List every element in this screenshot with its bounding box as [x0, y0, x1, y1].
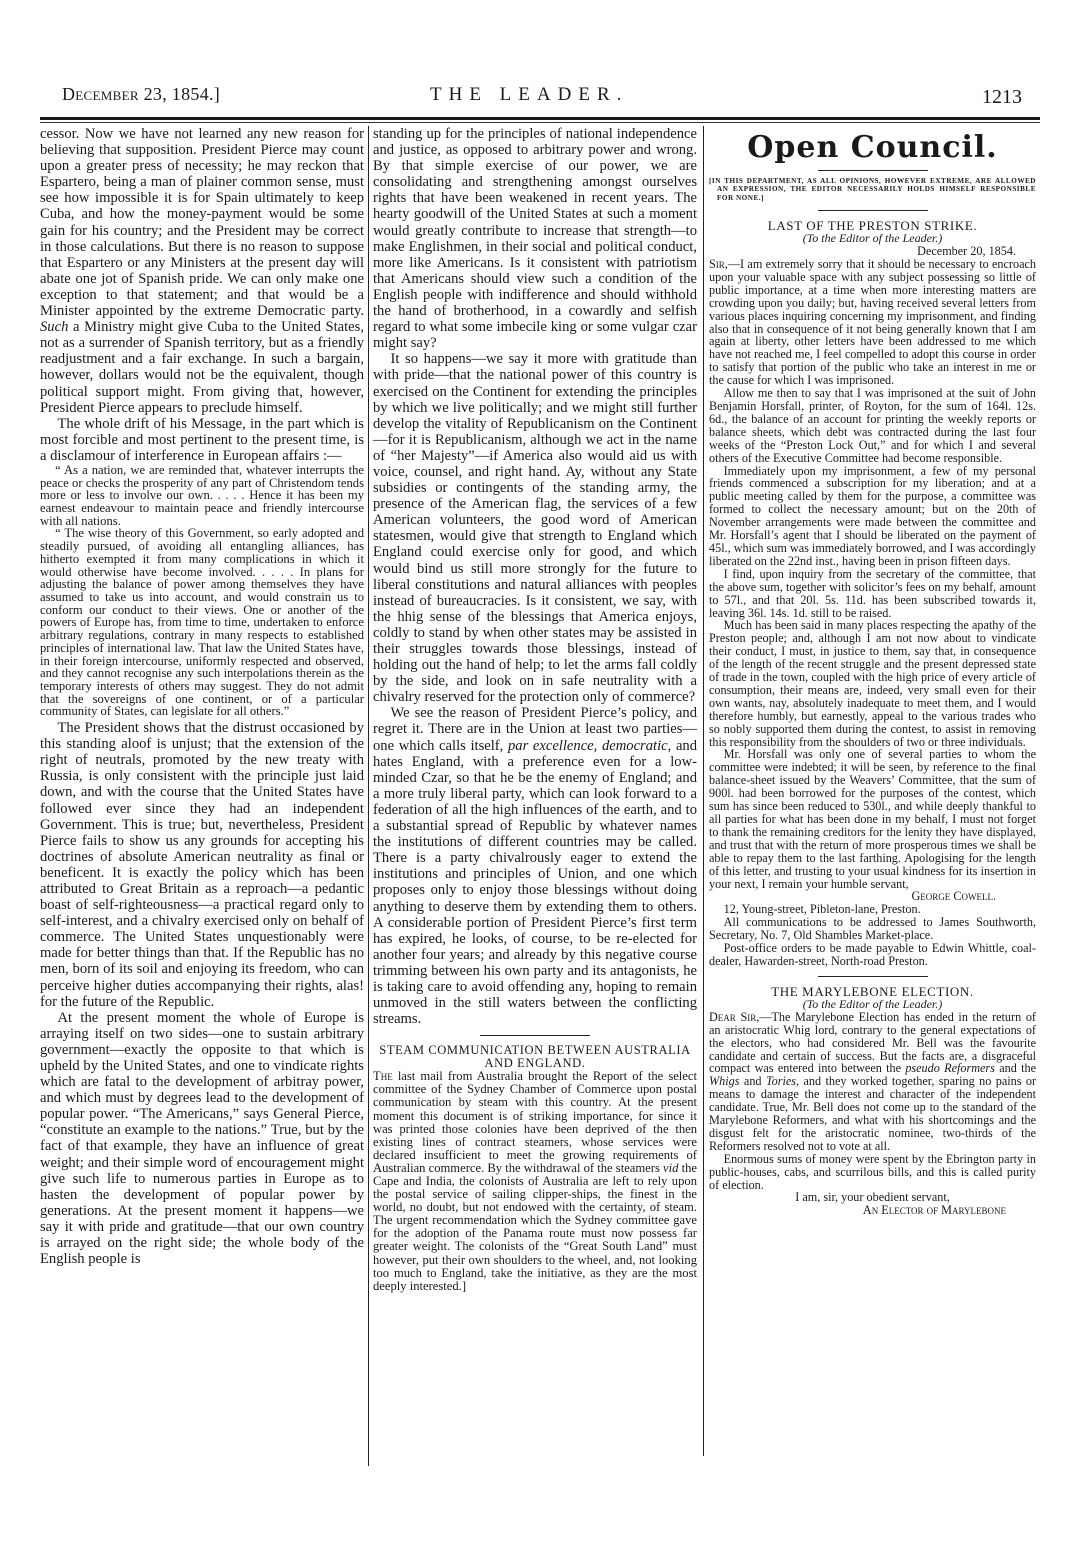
article-subheading: (To the Editor of the Leader.) — [802, 996, 943, 1011]
paragraph: The whole drift of his Message, in the part which is most forcible and most pertinent to the present time, is a disclamour of interference in European affairs :— — [40, 415, 364, 464]
paragraph: Enormous sums of money were spent by the Ebrington party in public-houses, cabs, and scurrilous bills, and this is called purity of election. — [709, 1151, 1036, 1192]
quote-paragraph: “ As a nation, we are reminded that, whatever interrupts the peace or checks the prosperity of any part of Christendom tends more or less to involve our own. . . . . Hence it has been my earnest endeavour to maintain peace and friendly intercourse with all nations. — [40, 462, 364, 528]
page-number: 1213 — [982, 86, 1022, 108]
section-title: Open Council. — [747, 130, 998, 165]
section-divider — [480, 1035, 590, 1036]
paragraph: Mr. Horsfall was only one of several parties to whom the committee were indebted; it will be seen, by reference to the final balance-sheet issued by the Weavers’ Committee, that the sum of 900l. had been borrowed for the purposes of the contest, which sum has since been reduced to 530l., and while deeply thankful to all parties for what has been done in my behalf, I must not forget to thank the remaining creditors for the lenity they have displayed, and trust that with the return of more prosperous times we shall be able to repay them to the last farthing. Apologising for the length of this letter, and trusting to your usual kindness for its insertion in your next, I remain your humble servant, — [709, 747, 1036, 891]
signature: George Cowell. — [911, 889, 996, 904]
issue-date: December 23, 1854.] — [62, 84, 221, 104]
editor-note: [IN THIS DEPARTMENT, AS ALL OPINIONS, HOWEVER EXTREME, ARE ALLOWED AN EXPRESSION, THE EDITOR NECESSARILY HOLDS HIMSELF RESPONSIBLE FOR NONE.] — [709, 177, 1036, 202]
article-heading: THE MARYLEBONE ELECTION. — [771, 983, 974, 999]
paragraph: We see the reason of President Pierce’s policy, and regret it. There are in the Union at least two parties—one which calls itself, par excellence, democratic, and hates England, with a preference even for a low-minded Czar, so that he be the enemy of England; and a more truly liberal party, which can look forward to a federation of all the high influences of the earth, and to a substantial spread of Republic by whatever names the institutions of different countries may be called. There is a party chivalrously eager to extend the institutions and principles of Union, and one which proposes only to enjoy those blessings without doing anything to deserve them by extending them to others. A considerable portion of President Pierce’s first term has expired, he looks, of course, to be re-elected for another four years; and already by this negative course trimming between his own party and its antagonists, he is taking care to avoid offending any, hoping to remain unmoved in the still waters between the conflicting streams. — [373, 705, 698, 1028]
section-divider — [818, 170, 928, 171]
closing-line: I am, sir, your obedient servant, — [795, 1190, 950, 1205]
paragraph: The last mail from Australia brought the Report of the select committee of the Sydney Chamber of Commerce upon postal communication by steam with this country. At the present moment this document is of striking importance, for since it was printed those colonies have been deprived of the then existing lines of contract steamers, whose services were declared insufficient to meet the growing requirements of Australian commerce. By the withdrawal of the steamers vid the Cape and India, the colonists of Australia are left to rely upon the postal service of sailing clipper-ships, the finest in the world, no doubt, but not endowed with the certainty, of steam. The urgent recommendation which the Sydney committee gave for the adoption of the Panama route must now possess far greater weight. The colonists of the “Great South Land” must however, put their own shoulders to the wheel, and, not looking too much to England, take the initiative, as they are the most deeply interested.] — [373, 1069, 697, 1293]
letter-date: December 20, 1854. — [917, 244, 1016, 259]
article-heading: STEAM COMMUNICATION BETWEEN AUSTRALIA AND ENGLAND. — [379, 1043, 691, 1071]
paragraph: cessor. Now we have not learned any new reason for believing that supposition. President Pierce may count upon a greater press of necessity; he may reckon that Espartero, being a man of plainer common sense, must see how impossible it is for Spain ultimately to keep Cuba, and how the money-payment would be some gain for his country; and the President may be correct in those calculations. But there is no reason to suppose that Espartero or any Ministers at the present day will abate one jot of Spanish pride. We can only make one exception to that statement; and that would be a Minister appointed by the extreme Democratic party. Such a Ministry might give Cuba to the United States, not as a surrender of Spanish territory, but as a friendly readjustment and a fair exchange. In such a bargain, however, dollars would not be the equivalent, though political support might. From giving that, however, President Pierce appears to preclude himself. — [40, 126, 364, 416]
paragraph: Post-office orders to be made payable to Edwin Whittle, coal-dealer, Hawarden-street, North-road Preston. — [709, 941, 1036, 968]
column-divider — [368, 126, 369, 1466]
paragraph: Allow me then to say that I was imprisoned at the suit of John Benjamin Horsfall, printer, of Royton, for the sum of 164l. 12s. 6d., the balance of an account for printing the weekly reports or balance sheets, which debt was contracted during the last four weeks of the “Preston Lock Out,” and for which I and several others of the Executive Committee had become responsible. — [709, 386, 1036, 465]
paragraph: I find, upon inquiry from the secretary of the committee, that the above sum, together with solicitor’s fees on my behalf, amount to 57l., and that 20l. 5s. 11d. has been subscribed towards it, leaving 36l. 14s. 1d. still to be raised. — [709, 566, 1036, 620]
block-quote — [40, 464, 364, 718]
section-divider — [818, 976, 928, 977]
masthead-rule — [40, 117, 1040, 120]
column-3 — [709, 126, 1036, 1217]
column-divider — [703, 126, 704, 1456]
paragraph: Immediately upon my imprisonment, a few of my personal friends commenced a subscription for my liberation; and at a public meeting called by them for the purpose, a committee was formed to collect the necessary amount; but on the 20th of November arrangements were made between the committee and Mr. Horsfall’s agent that I should be liberated on the payment of 45l., which sum was immediately borrowed, and I was accordingly liberated on the 22nd inst., having been in prison fifteen days. — [709, 463, 1036, 568]
newspaper-title: THE LEADER. — [430, 84, 629, 105]
article-heading: LAST OF THE PRESTON STRIKE. — [767, 218, 978, 234]
paragraph: Sir,—I am extremely sorry that it should be necessary to encroach upon your valuable space with any subject possessing so little of public importance, at a time when more interesting matters are crowding upon you daily; but, having received several letters from various places inquiring concerning my imprisonment, and finding also that in consequence of it not being generally known that I am again at liberty, other letters have been addressed to me which have not reached me, I feel compelled to adopt this course in order to satisfy that portion of the public who take an interest in me or the cause for which I was imprisoned. — [709, 257, 1036, 388]
article-subheading: (To the Editor of the Leader.) — [802, 231, 943, 246]
paragraph: standing up for the principles of national independence and justice, as opposed to arbitrary power and wrong. By that simple exercise of our power, we are consolidating and strengthening amongst ourselves rights that have been weakened in recent years. The hearty goodwill of the United States at such a moment would greatly contribute to increase that strength—to make Englishmen, in their social and political conduct, more like Americans. Is it consistent with patriotism that Americans should view such a condition of the English people with indifference and should withhold the hand of brotherhood, in a cowardly and selfish regard to what some imbecile king or some vulgar czar might say? — [373, 126, 697, 352]
paragraph: At the present moment the whole of Europe is arraying itself on two sides—one to sustain arbitrary government—exactly the opposite to that which is upheld by the United States, and one to vindicate rights which are fatal to the development of arbitray power, and which must by degrees lead to the development of popular power. “The Americans,” says General Pierce, “constitute an example to the nations.” True, but by the fact of that example, they have an influence of great weight; and their simple word of encouragement might give such life to numerous parties in Europe as to hasten the development of popular power by generations. At the present moment it happens—we say it with pride and gratitude—that our own country is arrayed on the right side; the whole body of the English people is — [40, 1009, 364, 1268]
quote-paragraph: “ The wise theory of this Government, so early adopted and steadily pursued, of avoiding all entangling alliances, has hitherto exempted it from many complications in which it would otherwise have become involved. . . . . In plans for adjusting the balance of power among themselves they have assumed to take us into account, and would constrain us to conform our conduct to their views. One or another of the powers of Europe has, from time to time, undertaken to enforce arbitrary regulations, contrary in many respects to established principles of international law. That law the United States have, in their foreign intercourse, uniformly respected and observed, and they cannot recognise any such interpolations therein as the temporary interests of others may suggest. They do not admit that the sovereigns of one continent, or of a particular community of States, can legislate for all others.” — [40, 526, 364, 719]
column-1 — [40, 126, 364, 1267]
paragraph: Dear Sir,—The Marylebone Election has ended in the return of an aristocratic Whig lord, contrary to the general expectations of the electors, who had considered Mr. Bell was the favourite candidate and certain of success. But the facts are, a disgraceful compact was entered into between the pseudo Reformers and the Whigs and Tories, and they worked together, sparing no pains or means to damage the interest and character of the independent candidate. True, Mr. Bell does not come up to the standard of the Marylebone Reformers, and what with his shortcomings and the disgust felt for the aristocratic nominee, two-thirds of the Reformers resolved not to vote at all. — [709, 1009, 1037, 1153]
section-divider — [818, 210, 928, 211]
paragraph: The President shows that the distrust occasioned by this standing aloof is unjust; that the extension of the right of neutrals, promoted by the new treaty with Russia, is only consistent with the principle just laid down, and with the course that the United States have followed ever since they had an independent Government. This is true; but, nevertheless, President Pierce fails to show us any grounds for accepting his doctrines of absolute American neutrality as final or beneficent. It is exactly the policy which has been attributed to Great Britain as a reproach—a pedantic boast of self-righteousness—a practical regard only to self-interest, and a chivalry exercised only on behalf of commerce. The United States unquestionably were made for better things than that. If the Republic has no men, born of its soil and enjoying its freedom, who can perceive higher duties accompanying their rights, alas! for the future of the Republic. — [40, 720, 364, 1010]
masthead — [40, 84, 1040, 106]
paragraph: It so happens—we say it more with gratitude than with pride—that the national power of this country is exercised on the Continent for extending the principles by which we live politically; and we might still further develop the vitality of Republicanism on the Continent—for it is Republicanism, although we act in the name of “her Majesty”—if America also would aid us with voice, counsel, and right hand. Ay, without any State subsidies or contingents of the standing army, the presence of the American flag, the services of a few American volunteers, the good word of American statesmen, would give that strength to England which England could exercise only for good, and which would bind us still more strongly for the future to liberal constitutions and natural alliances with peoples instead of bureaucracies. Is it consistent, we say, with the hhig sense of the blessings that America enjoys, coldly to stand by when other states may be assisted in their struggles towards those blessings, instead of holding out the hand of help; to let the arms fall coldly by the side, and look on in safe neutrality with a chivalry reserved for the protection only of commerce? — [373, 351, 697, 706]
paragraph: All communications to be addressed to James Southworth, Secretary, No. 7, Old Shambles Market-place. — [709, 915, 1036, 943]
masthead-rule-thin — [40, 122, 1040, 123]
paragraph: Much has been said in many places respecting the apathy of the Preston people; and, although I am not now about to vindicate their conduct, I must, in justice to them, say that, in consequence of the length of the recent struggle and the present depressed state of trade in the town, coupled with the high price of every article of consumption, their means are, indeed, very small even for their own wants, nay, absolutely inadequate to meet them, and I would therefore humbly, but earnestly, appeal to the various trades who so nobly supported them during the contest, to assist in removing this responsibility from the shoulders of two or three individuals. — [709, 618, 1036, 749]
signature: An Elector of Marylebone — [862, 1203, 1006, 1218]
column-2 — [373, 126, 697, 1293]
address: 12, Young-street, Pibleton-lane, Preston. — [723, 902, 921, 917]
